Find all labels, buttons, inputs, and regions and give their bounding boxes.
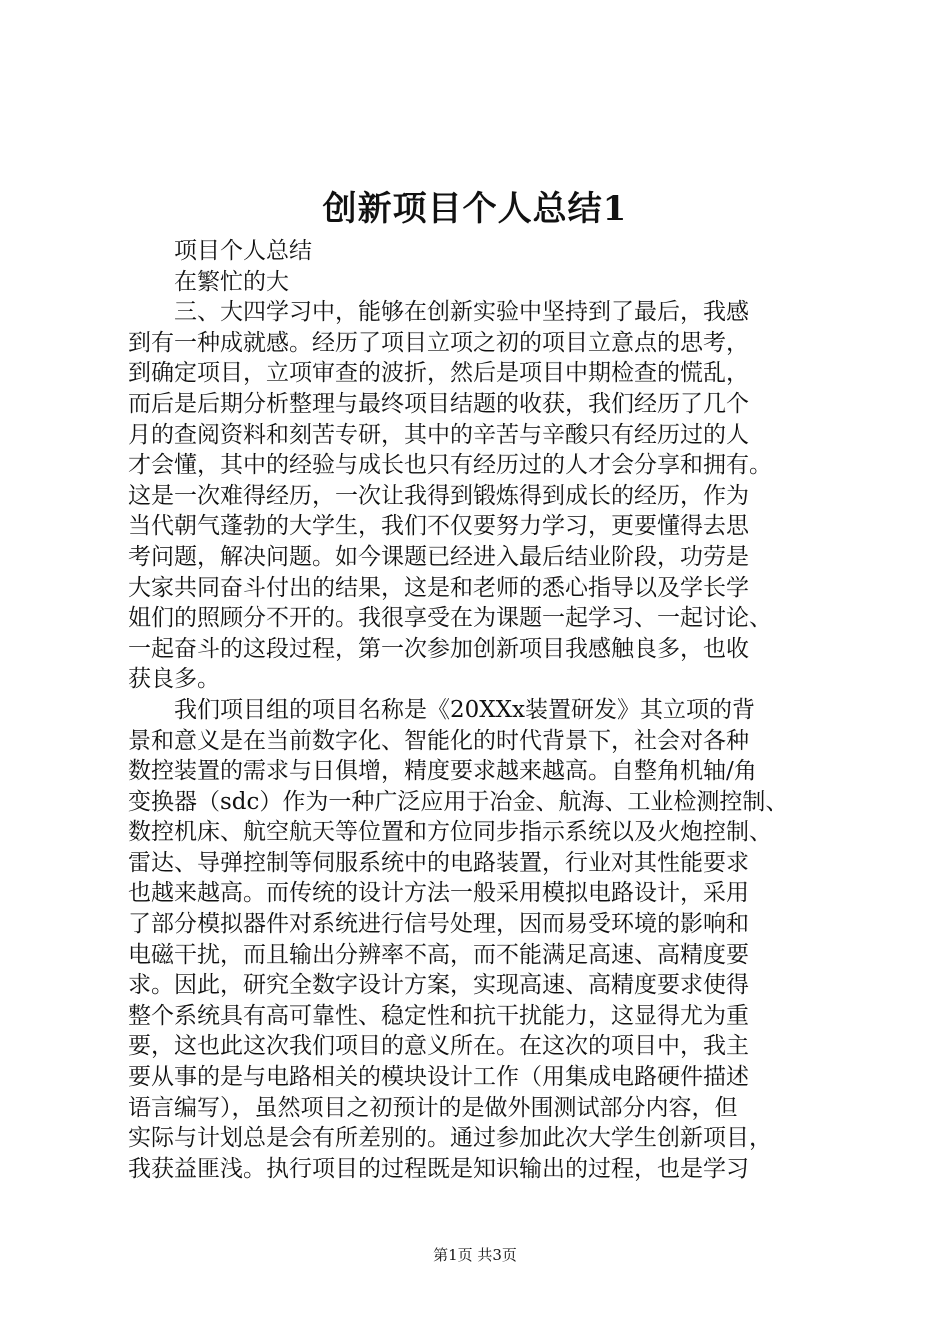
body-line: 雷达、导弹控制等伺服系统中的电路装置，行业对其性能要求 (128, 849, 749, 876)
body-line: 项目个人总结 (128, 238, 312, 264)
body-line: 而后是后期分析整理与最终项目结题的收获，我们经历了几个 (128, 390, 749, 417)
body-line: 电磁干扰，而且输出分辨率不高，而不能满足高速、高精度要 (128, 941, 749, 968)
body-line: 求。因此，研究全数字设计方案，实现高速、高精度要求使得 (128, 972, 749, 999)
body-line: 景和意义是在当前数字化、智能化的时代背景下，社会对各种 (128, 727, 749, 754)
body-line: 变换器（sdc）作为一种广泛应用于冶金、航海、工业检测控制、 (128, 788, 789, 815)
body-line: 到确定项目，立项审查的波折，然后是项目中期检查的慌乱， (128, 360, 749, 387)
page-footer: 第1页 共3页 (433, 1246, 517, 1264)
body-line: 三、大四学习中，能够在创新实验中坚持到了最后，我感 (128, 299, 749, 326)
body-line: 数控装置的需求与日俱增，精度要求越来越高。自整角机轴/角 (128, 758, 757, 785)
body-line: 大家共同奋斗付出的结果，这是和老师的悉心指导以及学长学 (128, 574, 749, 601)
body-line: 实际与计划总是会有所差别的。通过参加此次大学生创新项目， (128, 1125, 772, 1152)
body-line: 我获益匪浅。执行项目的过程既是知识输出的过程，也是学习 (128, 1155, 749, 1182)
body-line: 一起奋斗的这段过程，第一次参加创新项目我感触良多，也收 (128, 635, 749, 662)
document-title: 创新项目个人总结1 (322, 189, 628, 229)
body-line: 语言编写），虽然项目之初预计的是做外围测试部分内容，但 (128, 1094, 738, 1121)
body-line: 获良多。 (128, 666, 220, 693)
body-line: 数控机床、航空航天等位置和方位同步指示系统以及火炮控制、 (128, 819, 772, 846)
body-line: 要，这也此这次我们项目的意义所在。在这次的项目中，我主 (128, 1033, 749, 1060)
body-line: 月的查阅资料和刻苦专研，其中的辛苦与辛酸只有经历过的人 (128, 421, 749, 448)
body-line: 我们项目组的项目名称是《20XXx装置研发》其立项的背 (128, 696, 755, 723)
body-line: 当代朝气蓬勃的大学生，我们不仅要努力学习，更要懂得去思 (128, 513, 749, 540)
body-line: 也越来越高。而传统的设计方法一般采用模拟电路设计，采用 (128, 880, 749, 907)
body-line: 要从事的是与电路相关的模块设计工作（用集成电路硬件描述 (128, 1064, 749, 1091)
body-line: 这是一次难得经历，一次让我得到锻炼得到成长的经历，作为 (128, 482, 749, 509)
body-line: 在繁忙的大 (128, 268, 289, 295)
body-line: 了部分模拟器件对系统进行信号处理，因而易受环境的影响和 (128, 911, 749, 938)
body-line: 才会懂，其中的经验与成长也只有经历过的人才会分享和拥有。 (128, 452, 772, 479)
body-line: 整个系统具有高可靠性、稳定性和抗干扰能力，这显得尤为重 (128, 1002, 749, 1029)
document-body (128, 236, 840, 1184)
body-line: 姐们的照顾分不开的。我很享受在为课题一起学习、一起讨论、 (128, 605, 772, 632)
body-line: 考问题，解决问题。如今课题已经进入最后结业阶段，功劳是 (128, 543, 749, 570)
body-line: 到有一种成就感。经历了项目立项之初的项目立意点的思考， (128, 329, 749, 356)
